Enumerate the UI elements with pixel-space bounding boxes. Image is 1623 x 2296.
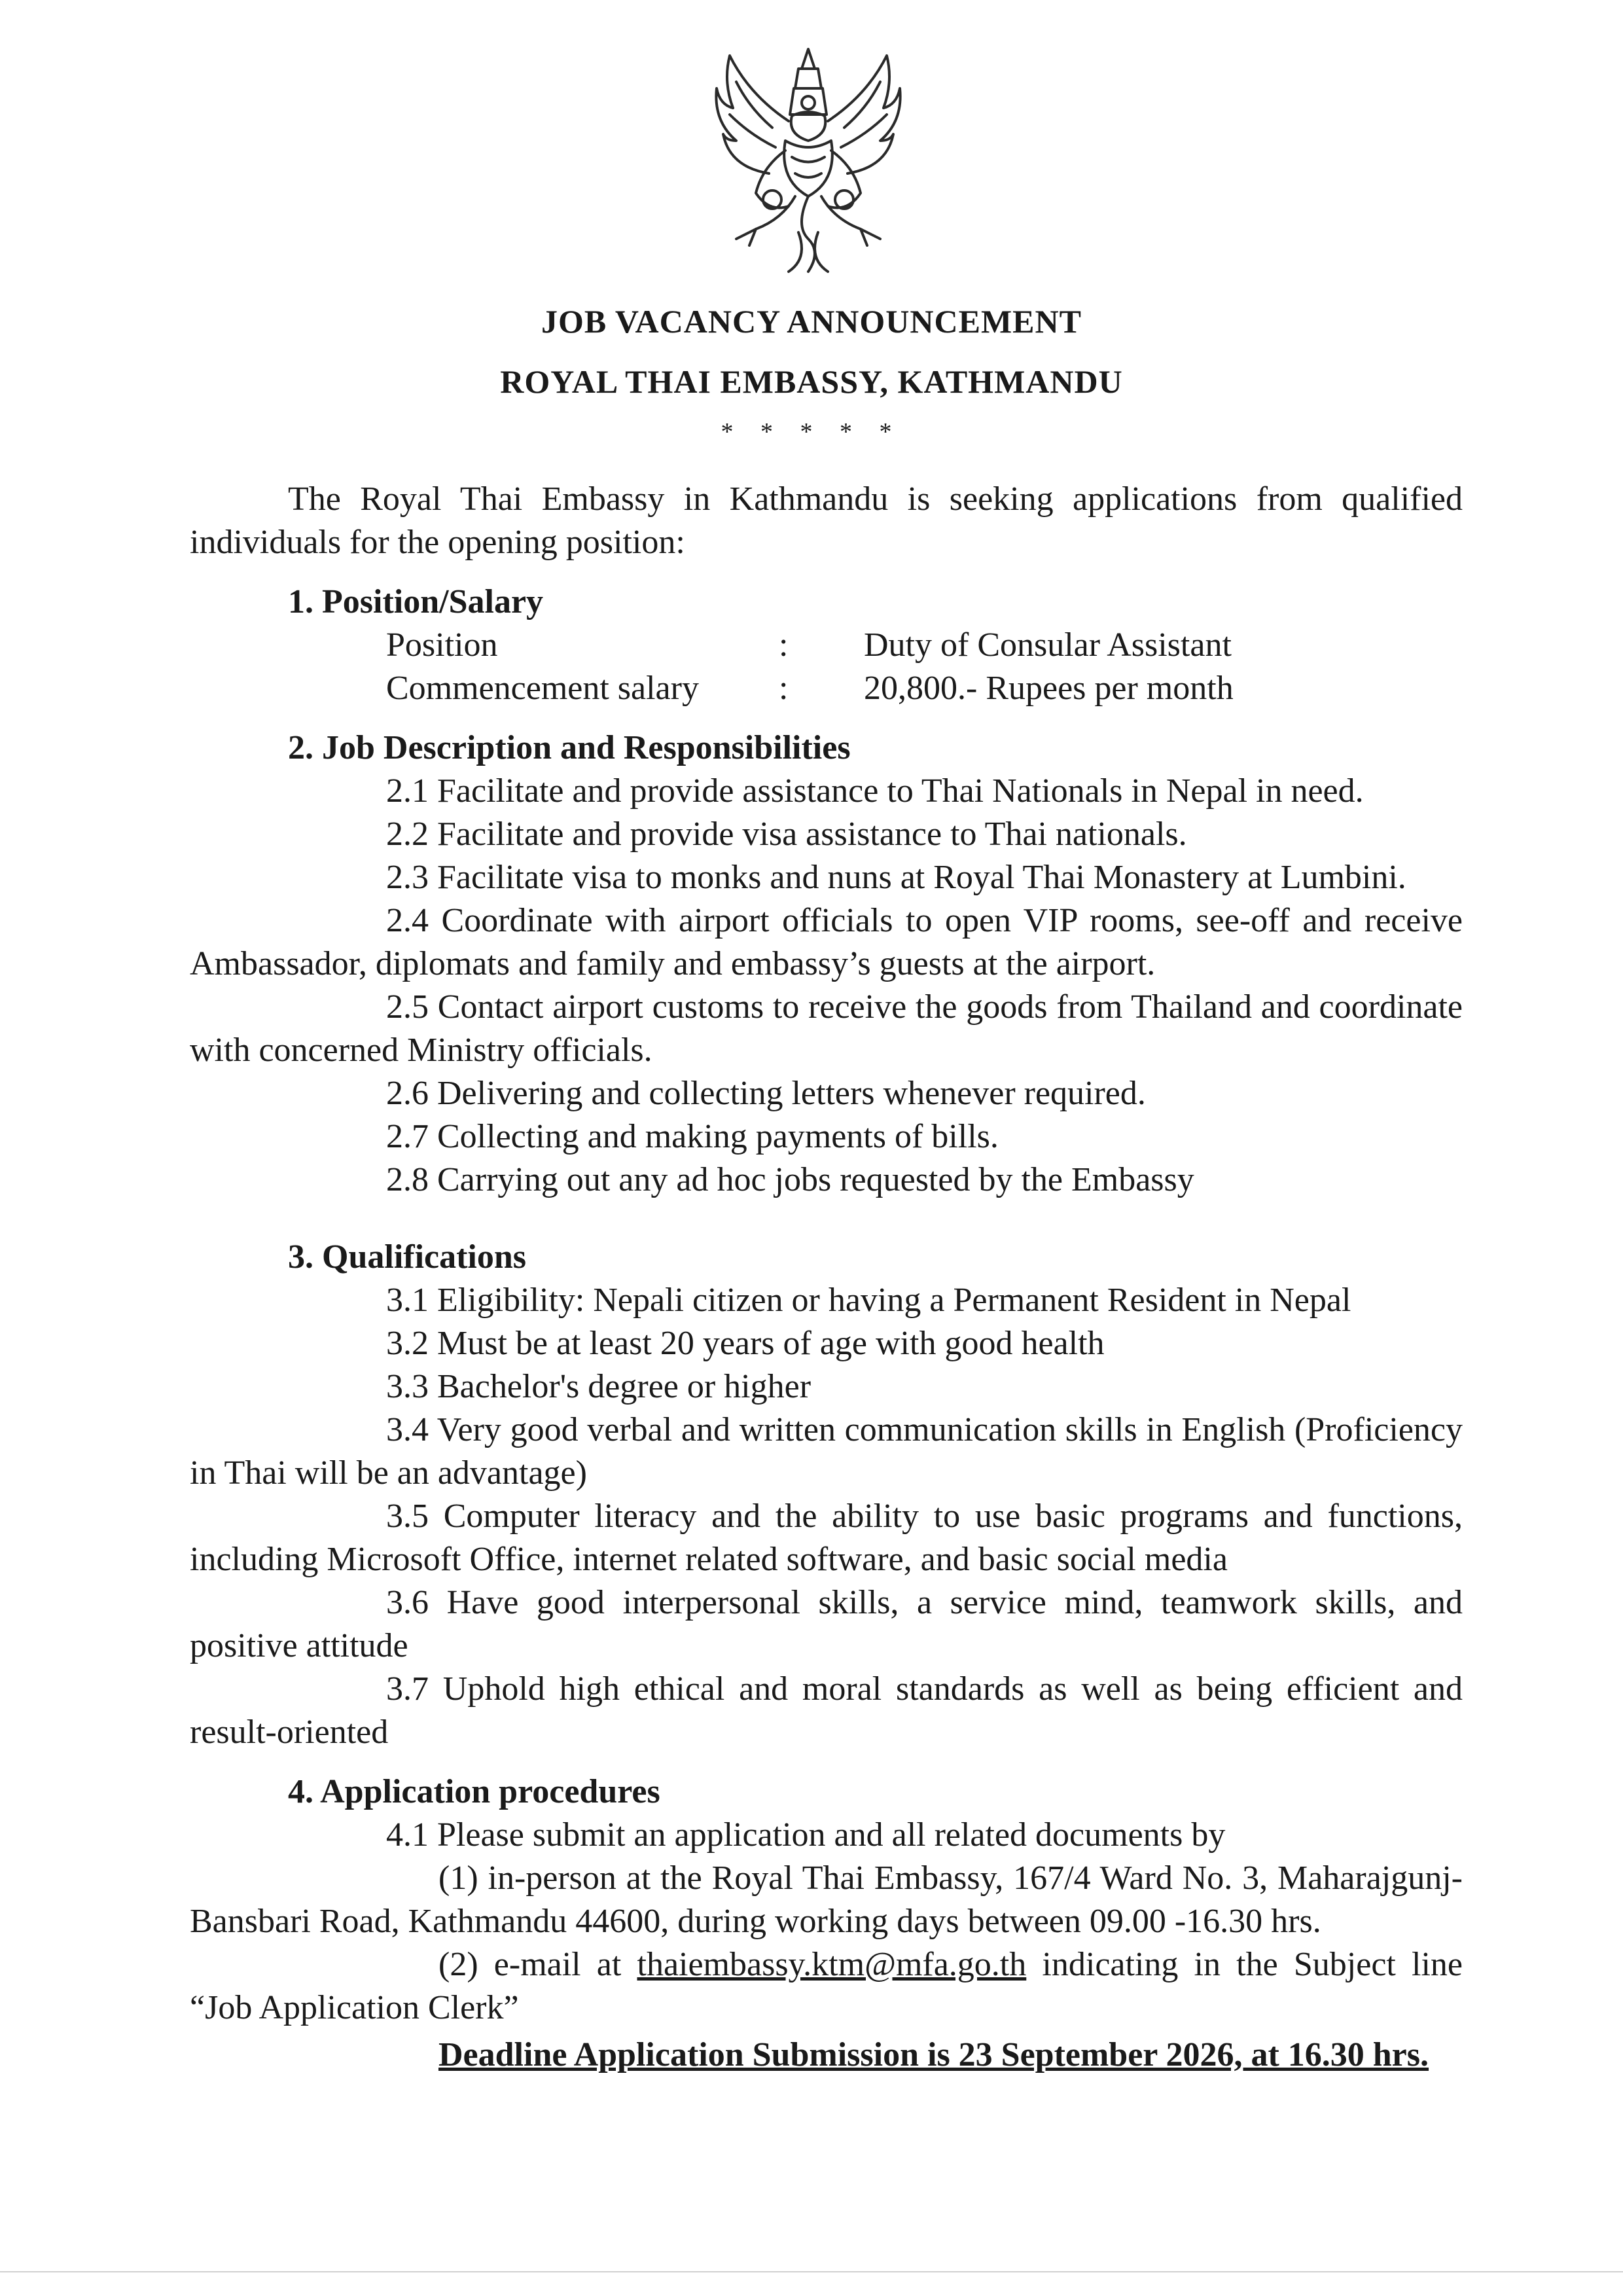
salary-label: Commencement salary [386,670,699,707]
document-body [190,478,1463,2111]
section-heading-job-description: 2. Job Description and Responsibilities [288,729,851,766]
position-value: Duty of Consular Assistant [864,626,1232,664]
garuda-emblem-icon [710,43,906,285]
list-item: 3.6 Have good interpersonal skills, a service mind, teamwork skills, and positive attitude [190,1584,1463,1664]
intro-paragraph: The Royal Thai Embassy in Kathmandu is seeking applications from qualified individuals for the opening position: [190,480,1463,561]
section-heading-application-procedures: 4. Application procedures [288,1773,660,1810]
list-item: 2.6 Delivering and collecting letters whenever required. [386,1075,1146,1112]
list-item: 2.8 Carrying out any ad hoc jobs requested by the Embassy [386,1161,1194,1198]
list-item: 2.3 Facilitate visa to monks and nuns at Royal Thai Monastery at Lumbini. [386,859,1406,896]
list-item: 2.1 Facilitate and provide assistance to Thai Nationals in Nepal in need. [386,772,1364,810]
list-item: 2.7 Collecting and making payments of bills. [386,1118,999,1155]
email-prefix: (2) e-mail at [438,1946,637,1983]
list-item: 3.5 Computer literacy and the ability to use basic programs and functions, including Microsoft Office, internet related software, and basic social media [190,1498,1463,1578]
salary-value: 20,800.- Rupees per month [864,670,1234,707]
list-item: 2.2 Facilitate and provide visa assistance to Thai nationals. [386,816,1187,853]
email-link[interactable]: thaiembassy.ktm@mfa.go.th [637,1946,1027,1983]
page-subtitle: ROYAL THAI EMBASSY, KATHMANDU [500,363,1123,400]
position-colon: : [779,626,789,664]
salary-colon: : [779,670,789,707]
separator: * * * * * [721,418,902,446]
submission-option-in-person: (1) in-person at the Royal Thai Embassy, 167/4 Ward No. 3, Maharajgunj-Bansbari Road, Kathmandu 44600, during working days between 09.00 -16.30 hrs. [190,1859,1463,1940]
list-item: 3.7 Uphold high ethical and moral standards as well as being efficient and result-oriented [190,1670,1463,1751]
page-footer-divider [0,2271,1623,2272]
list-item: 3.4 Very good verbal and written communication skills in English (Proficiency in Thai will be an advantage) [190,1411,1463,1492]
position-label: Position [386,626,498,664]
section-heading-position-salary: 1. Position/Salary [288,583,544,620]
list-item: 2.4 Coordinate with airport officials to open VIP rooms, see-off and receive Ambassador, diplomats and family and embassy’s guests at the airport. [190,902,1463,982]
section-heading-qualifications: 3. Qualifications [288,1238,527,1276]
list-item: 3.1 Eligibility: Nepali citizen or having a Permanent Resident in Nepal [386,1282,1351,1319]
salary-row [386,667,1463,710]
position-row [386,624,1463,667]
submission-option-email [190,1943,1463,2030]
deadline-notice: Deadline Application Submission is 23 September 2026, at 16.30 hrs. [438,2036,1429,2073]
list-item: 2.5 Contact airport customs to receive the goods from Thailand and coordinate with concerned Ministry officials. [190,988,1463,1069]
list-item: 3.2 Must be at least 20 years of age with good health [386,1325,1105,1362]
email-suffix: indicating in the Subject line “Job Application Clerk” [190,1946,1463,2026]
list-item: 4.1 Please submit an application and all related documents by [386,1816,1226,1854]
list-item: 3.3 Bachelor's degree or higher [386,1368,812,1405]
page-title: JOB VACANCY ANNOUNCEMENT [541,303,1082,340]
